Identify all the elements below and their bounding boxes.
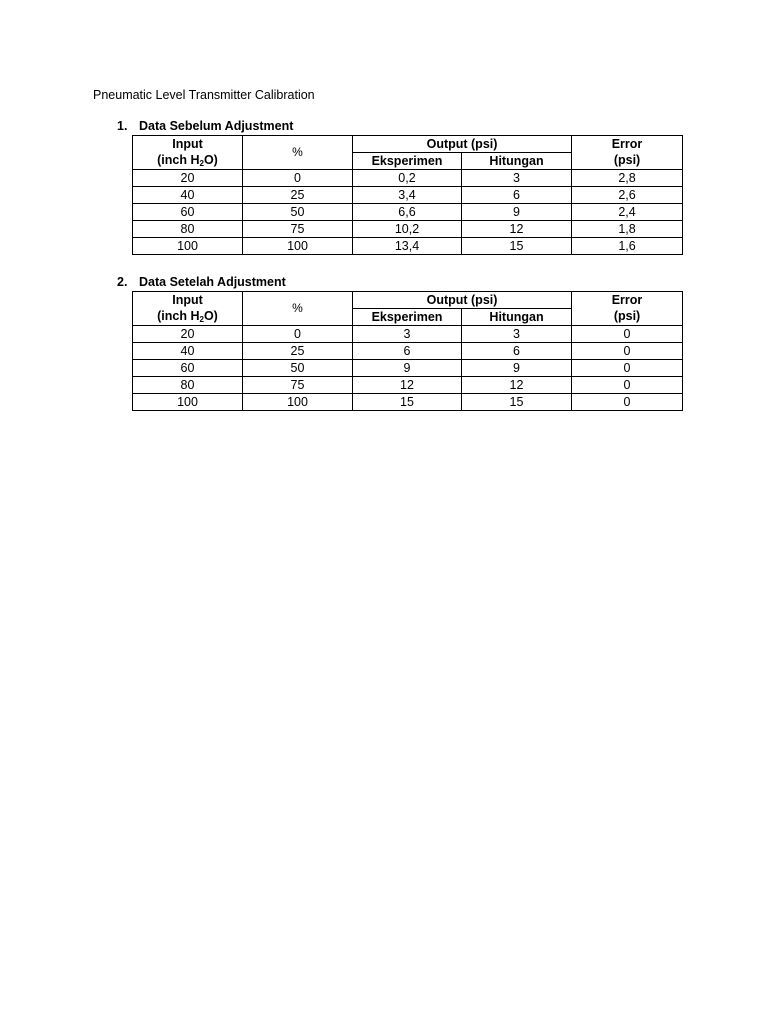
table-row [133, 394, 683, 411]
document-title: Pneumatic Level Transmitter Calibration [93, 88, 315, 102]
cell-calculated: 6 [462, 187, 572, 204]
cell-experiment: 12 [353, 377, 462, 394]
cell-calculated: 9 [462, 360, 572, 377]
cell-experiment: 13,4 [353, 238, 462, 255]
cell-percent: 100 [243, 238, 353, 255]
cell-input: 100 [133, 394, 243, 411]
cell-experiment: 3,4 [353, 187, 462, 204]
section-heading [117, 118, 687, 135]
table-header-row [133, 292, 683, 309]
cell-calculated: 12 [462, 221, 572, 238]
header-error: Error [572, 136, 683, 153]
cell-error: 1,6 [572, 238, 683, 255]
cell-calculated: 15 [462, 394, 572, 411]
section-heading [117, 274, 687, 291]
cell-error: 2,4 [572, 204, 683, 221]
cell-input: 60 [133, 204, 243, 221]
header-calculated: Hitungan [462, 153, 572, 170]
header-percent: % [243, 292, 353, 326]
header-error-unit: (psi) [572, 309, 683, 326]
header-calculated: Hitungan [462, 309, 572, 326]
header-input: Input [133, 292, 243, 309]
cell-experiment: 9 [353, 360, 462, 377]
cell-experiment: 3 [353, 326, 462, 343]
cell-error: 0 [572, 343, 683, 360]
table-row [133, 377, 683, 394]
cell-error: 2,8 [572, 170, 683, 187]
header-output: Output (psi) [353, 292, 572, 309]
cell-percent: 25 [243, 187, 353, 204]
table-row [133, 221, 683, 238]
section-number: 1. [117, 119, 128, 133]
cell-input: 20 [133, 326, 243, 343]
header-experiment: Eksperimen [353, 153, 462, 170]
header-error: Error [572, 292, 683, 309]
cell-error: 2,6 [572, 187, 683, 204]
header-error-unit: (psi) [572, 153, 683, 170]
cell-input: 100 [133, 238, 243, 255]
header-input-unit: (inch $H_2O$) [133, 309, 243, 326]
cell-input: 40 [133, 343, 243, 360]
calibration-table-after [132, 291, 683, 411]
cell-error: 0 [572, 394, 683, 411]
table-subheader-row [133, 153, 683, 170]
cell-experiment: 6,6 [353, 204, 462, 221]
cell-percent: 100 [243, 394, 353, 411]
table-row [133, 326, 683, 343]
header-percent: % [243, 136, 353, 170]
cell-experiment: 10,2 [353, 221, 462, 238]
table-row [133, 187, 683, 204]
table-subheader-row [133, 309, 683, 326]
cell-percent: 75 [243, 377, 353, 394]
section-title: Data Setelah Adjustment [139, 275, 286, 289]
table-row [133, 360, 683, 377]
calibration-table-before [132, 135, 683, 255]
cell-error: 0 [572, 360, 683, 377]
cell-percent: 75 [243, 221, 353, 238]
cell-input: 20 [133, 170, 243, 187]
section-after-adjustment [117, 274, 687, 411]
cell-percent: 25 [243, 343, 353, 360]
header-experiment: Eksperimen [353, 309, 462, 326]
table-row [133, 204, 683, 221]
cell-input: 60 [133, 360, 243, 377]
cell-percent: 50 [243, 204, 353, 221]
cell-percent: 0 [243, 326, 353, 343]
cell-calculated: 3 [462, 326, 572, 343]
table-header-row [133, 136, 683, 153]
cell-input: 80 [133, 221, 243, 238]
cell-error: 1,8 [572, 221, 683, 238]
cell-input: 80 [133, 377, 243, 394]
cell-calculated: 3 [462, 170, 572, 187]
cell-percent: 50 [243, 360, 353, 377]
table-row [133, 238, 683, 255]
cell-experiment: 15 [353, 394, 462, 411]
section-number: 2. [117, 275, 128, 289]
header-input-unit: (inch $H_2O$) [133, 153, 243, 170]
cell-experiment: 0,2 [353, 170, 462, 187]
table-row [133, 170, 683, 187]
cell-calculated: 15 [462, 238, 572, 255]
cell-input: 40 [133, 187, 243, 204]
cell-calculated: 12 [462, 377, 572, 394]
cell-calculated: 6 [462, 343, 572, 360]
cell-error: 0 [572, 377, 683, 394]
cell-experiment: 6 [353, 343, 462, 360]
cell-percent: 0 [243, 170, 353, 187]
section-title: Data Sebelum Adjustment [139, 119, 294, 133]
cell-calculated: 9 [462, 204, 572, 221]
header-output: Output (psi) [353, 136, 572, 153]
section-before-adjustment [117, 118, 687, 255]
header-input: Input [133, 136, 243, 153]
cell-error: 0 [572, 326, 683, 343]
table-row [133, 343, 683, 360]
